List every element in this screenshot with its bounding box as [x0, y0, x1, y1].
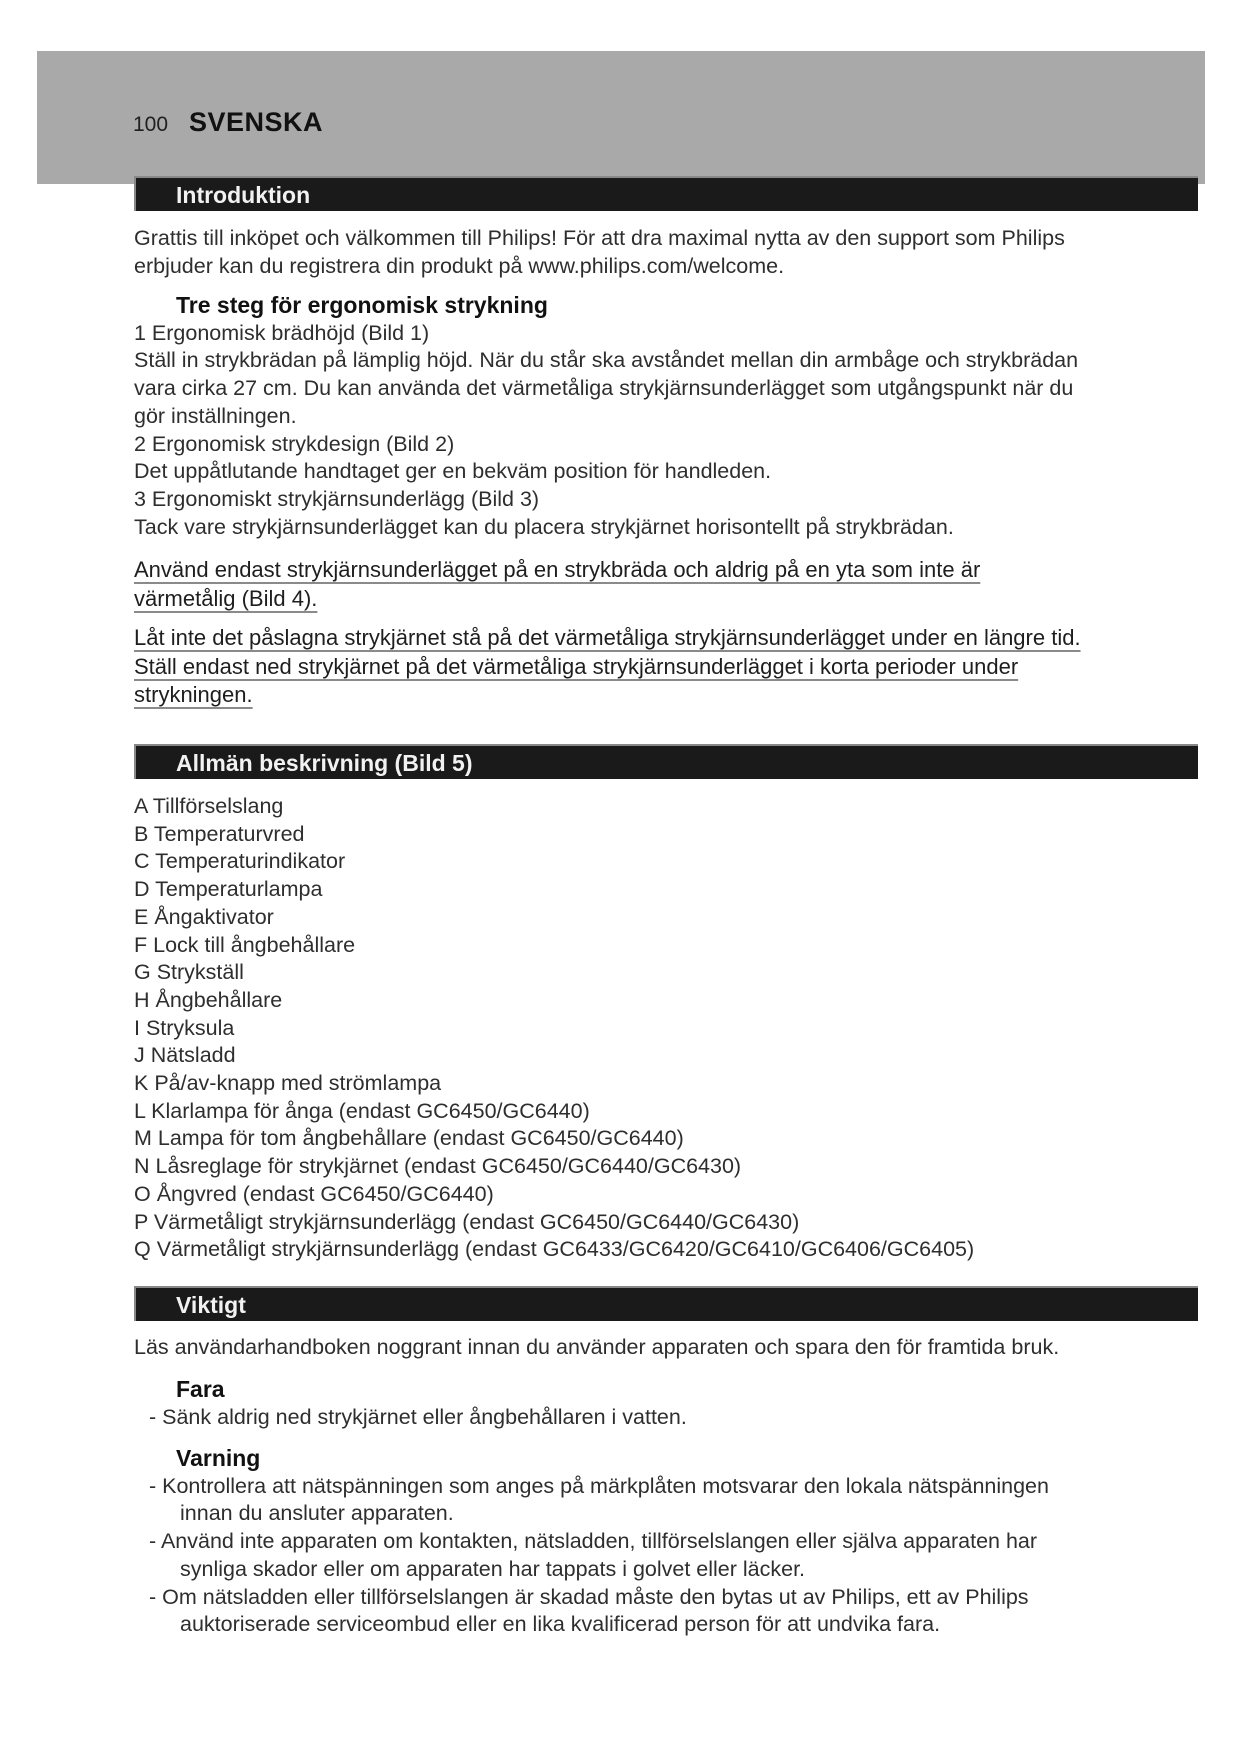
- list-item: B Temperaturvred: [134, 821, 305, 846]
- text-line: - Om nätsladden eller tillförselslangen är skadad måste den bytas ut av Philips, ett av Philips: [149, 1584, 1029, 1609]
- section-title: Allmän beskrivning (Bild 5): [176, 750, 473, 776]
- warning-item: [134, 1584, 1209, 1639]
- list-item: P Värmetåligt strykjärnsunderlägg (endast GC6450/GC6440/GC6430): [134, 1209, 800, 1234]
- text-line: 3 Ergonomiskt strykjärnsunderlägg (Bild 3): [134, 486, 540, 511]
- text-line: Grattis till inköpet och välkommen till Philips! För att dra maximal nytta av den support som Philips: [134, 226, 1065, 250]
- text-line: vara cirka 27 cm. Du kan använda det värmetåliga strykjärnsunderlägget som utgångspunkt när du: [134, 376, 1074, 401]
- list-item: N Låsreglage för strykjärnet (endast GC6450/GC6440/GC6430): [134, 1154, 742, 1179]
- section-bar-allman-beskrivning: [134, 744, 1198, 779]
- list-item: G Strykställ: [134, 960, 244, 985]
- warning-line: strykningen.: [134, 682, 253, 707]
- list-item: I Stryksula: [134, 1015, 235, 1040]
- text-line: gör inställningen.: [134, 403, 297, 428]
- language-title: SVENSKA: [189, 107, 324, 137]
- text-line: innan du ansluter apparaten.: [180, 1501, 454, 1526]
- important-intro: [134, 1334, 1209, 1362]
- list-item: M Lampa för tom ångbehållare (endast GC6450/GC6440): [134, 1126, 684, 1151]
- text-line: erbjuder kan du registrera din produkt på www.philips.com/welcome.: [134, 253, 785, 278]
- steps-heading: Tre steg för ergonomisk strykning: [176, 292, 548, 318]
- text-line: Läs användarhandboken noggrant innan du använder apparaten och spara den för framtida bruk.: [134, 1335, 1060, 1359]
- text-line: Det uppåtlutande handtaget ger en bekväm position för handleden.: [134, 459, 772, 484]
- section-title: Introduktion: [176, 182, 311, 208]
- parts-list: [134, 793, 1209, 1264]
- warning-section: [134, 1445, 1209, 1639]
- page-number: 100: [133, 113, 169, 136]
- list-item: O Ångvred (endast GC6450/GC6440): [134, 1181, 494, 1206]
- list-item: D Temperaturlampa: [134, 877, 323, 902]
- section-bar-viktigt: [134, 1286, 1198, 1321]
- list-item: L Klarlampa för ånga (endast GC6450/GC6440): [134, 1098, 590, 1123]
- list-item: C Temperaturindikator: [134, 849, 346, 874]
- text-line: 1 Ergonomisk brädhöjd (Bild 1): [134, 320, 430, 345]
- warning-line: Låt inte det påslagna strykjärnet stå på det värmetåliga strykjärnsunderlägget under en längre tid.: [134, 625, 1081, 650]
- warning-note-2: [134, 624, 1209, 710]
- text-line: - Kontrollera att nätspänningen som anges på märkplåten motsvarar den lokala nätspänningen: [149, 1473, 1049, 1498]
- list-item: K På/av-knapp med strömlampa: [134, 1071, 442, 1096]
- text-line: - Använd inte apparaten om kontakten, nätsladden, tillförselslangen eller själva apparaten har: [149, 1529, 1038, 1554]
- text-line: 2 Ergonomisk strykdesign (Bild 2): [134, 431, 455, 456]
- list-item: J Nätsladd: [134, 1043, 236, 1068]
- list-item: A Tillförselslang: [134, 794, 284, 818]
- text-line: Ställ in strykbrädan på lämplig höjd. När du står ska avståndet mellan din armbåge och strykbrädan: [134, 348, 1079, 373]
- section-bar-introduktion: [134, 176, 1198, 211]
- list-item: H Ångbehållare: [134, 987, 283, 1012]
- ergonomic-steps: [134, 292, 1209, 541]
- warning-line: Använd endast strykjärnsunderlägget på en strykbräda och aldrig på en yta som inte är: [134, 557, 981, 582]
- warning-line: Ställ endast ned strykjärnet på det värmetåliga strykjärnsunderlägget i korta perioder under: [134, 653, 1019, 679]
- text-line: synliga skador eller om apparaten har tappats i golvet eller läcker.: [180, 1556, 806, 1581]
- danger-item: - Sänk aldrig ned strykjärnet eller ångbehållaren i vatten.: [149, 1404, 687, 1429]
- list-item: Q Värmetåligt strykjärnsunderlägg (endast GC6433/GC6420/GC6410/GC6406/GC6405): [134, 1237, 975, 1262]
- warning-item: [134, 1528, 1209, 1583]
- warning-heading: Varning: [176, 1445, 261, 1471]
- warning-line: värmetålig (Bild 4).: [134, 585, 318, 611]
- section-title: Viktigt: [176, 1292, 246, 1318]
- text-line: auktoriserade serviceombud eller en lika kvalificerad person för att undvika fara.: [180, 1612, 941, 1637]
- warning-note-1: [134, 556, 1209, 613]
- warning-item: [134, 1473, 1209, 1528]
- intro-paragraph: [134, 225, 1209, 280]
- danger-heading: Fara: [176, 1376, 225, 1402]
- danger-section: [134, 1376, 1209, 1431]
- text-line: Tack vare strykjärnsunderlägget kan du placera strykjärnet horisontellt på strykbrädan.: [134, 514, 954, 539]
- list-item: F Lock till ångbehållare: [134, 932, 356, 957]
- list-item: E Ångaktivator: [134, 904, 274, 929]
